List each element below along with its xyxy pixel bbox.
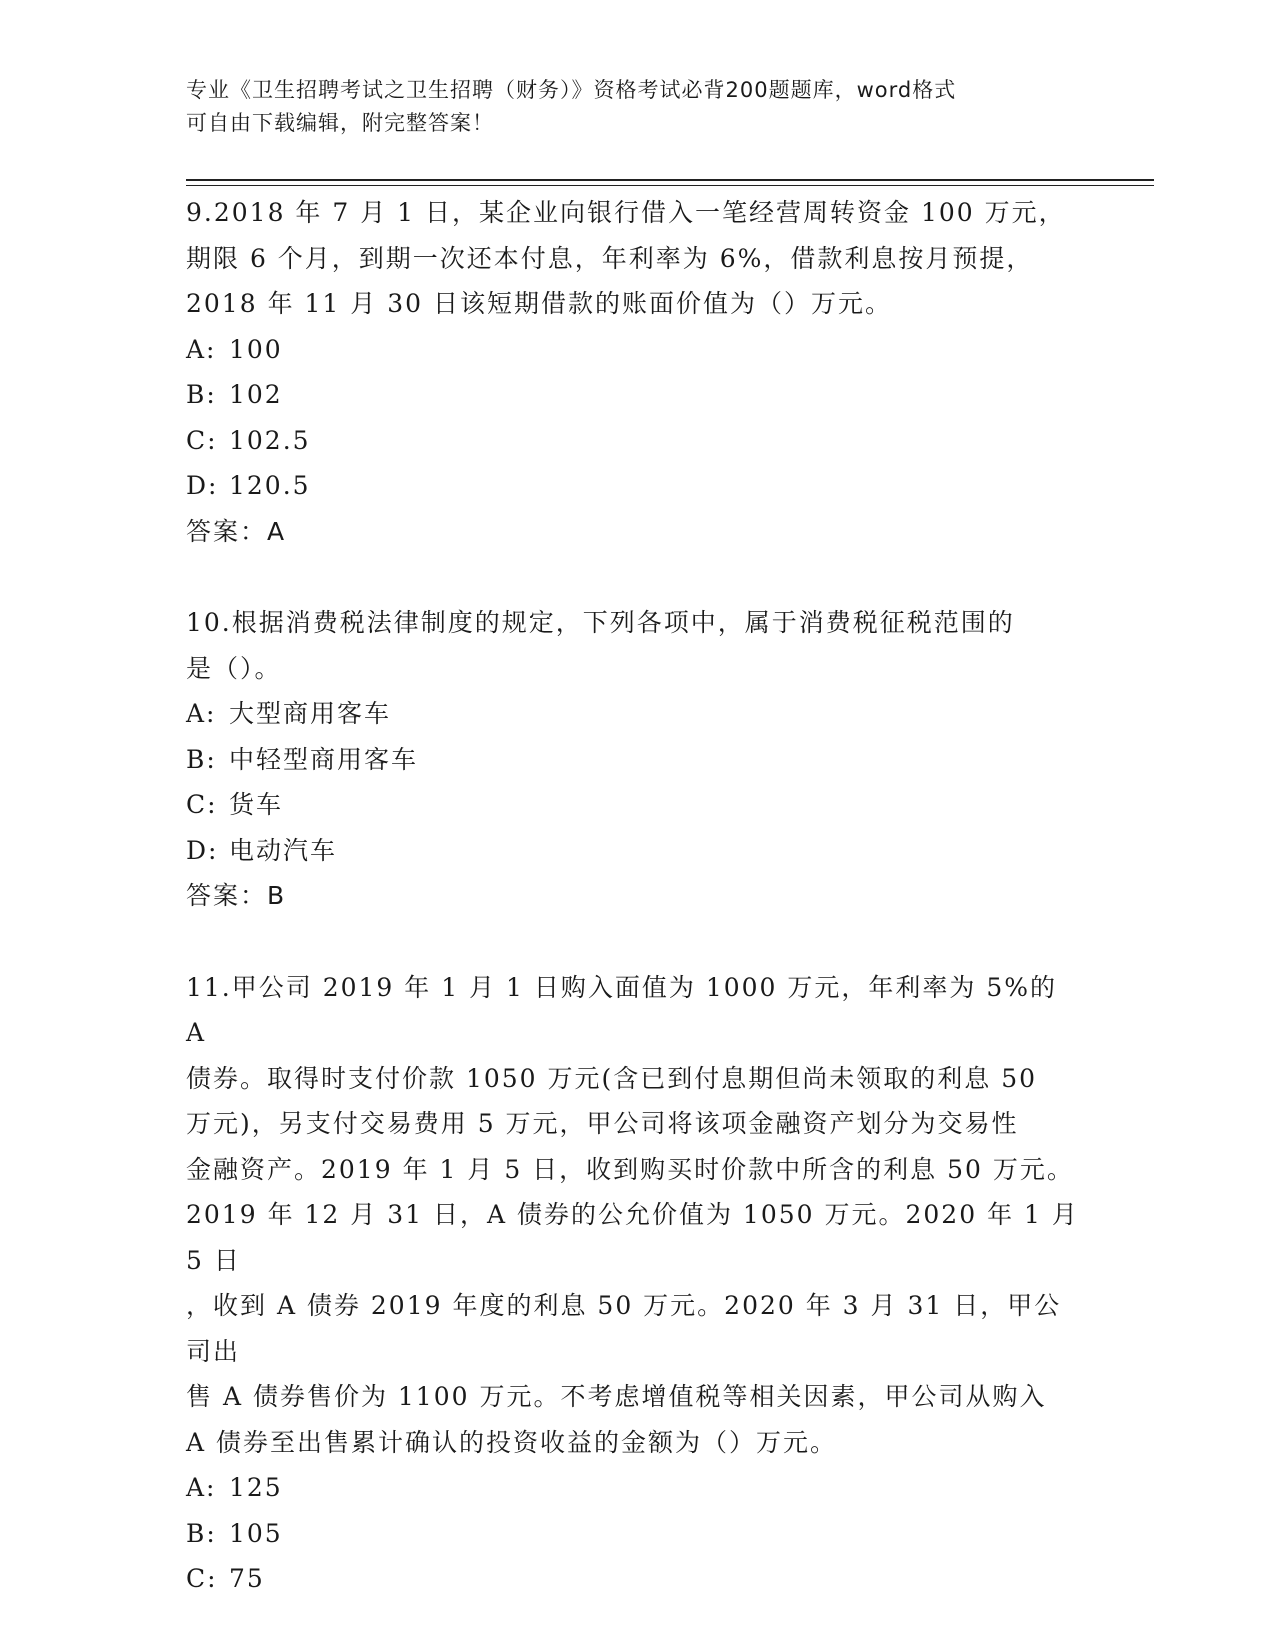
question-line: 9.2018 年 7 月 1 日，某企业向银行借入一笔经营周转资金 100 万元，	[186, 198, 1066, 227]
answer-line: 答案：B	[186, 881, 287, 910]
header-line-2: 可自由下载编辑，附完整答案！	[186, 111, 494, 135]
option-d	[186, 463, 1086, 509]
answer-line: 答案：A	[186, 516, 287, 546]
question-line: ，收到 A 债券 2019 年度的利息 50 万元。2020 年 3 月 31 日，甲公司出	[186, 1291, 1062, 1366]
question-line: 2019 年 12 月 31 日，A 债券的公允价值为 1050 万元。2020 年 1 月 5 日	[186, 1200, 1079, 1275]
option-text: 电动汽车	[229, 835, 338, 865]
option-text: 102	[229, 380, 283, 409]
option-text: 75	[229, 1564, 265, 1593]
option-text: 货车	[229, 790, 284, 819]
option-key: C:	[186, 1564, 218, 1593]
option-text: 102.5	[229, 425, 311, 455]
option-c	[186, 418, 1086, 464]
option-key: C:	[186, 425, 218, 455]
question-item	[186, 190, 1086, 554]
option-key: D:	[186, 471, 219, 500]
question-list	[186, 190, 1086, 1602]
header-line-1: 专业《卫生招聘考试之卫生招聘（财务）》资格考试必背200题题库，word格式	[186, 78, 957, 102]
option-key: A:	[186, 334, 217, 364]
question-line: 2018 年 11 月 30 日该短期借款的账面价值为（）万元。	[186, 289, 892, 318]
option-text: 中轻型商用客车	[229, 744, 419, 774]
option-c	[186, 1556, 1086, 1602]
question-line: 债券。取得时支付价款 1050 万元(含已到付息期但尚未领取的利息 50	[186, 1063, 1038, 1093]
option-text: 100	[229, 334, 283, 364]
header-divider-thin	[186, 185, 1154, 186]
question-line: 期限 6 个月，到期一次还本付息，年利率为 6%，借款利息按月预提，	[186, 243, 1034, 273]
question-line: A 债券至出售累计确认的投资收益的金额为（）万元。	[186, 1427, 838, 1457]
spacer	[186, 919, 1086, 965]
option-a	[186, 327, 1086, 373]
option-key: B:	[186, 744, 217, 774]
question-line: 金融资产。2019 年 1 月 5 日，收到购买时价款中所含的利息 50 万元。	[186, 1154, 1074, 1184]
question-line: 万元)，另支付交易费用 5 万元，甲公司将该项金融资产划分为交易性	[186, 1109, 1019, 1138]
question-line: 是（）。	[186, 653, 282, 683]
option-key: A:	[186, 699, 217, 728]
option-d	[186, 828, 1086, 874]
document-header	[186, 74, 1086, 140]
option-b	[186, 1511, 1086, 1557]
question-line: 11.甲公司 2019 年 1 月 1 日购入面值为 1000 万元，年利率为 5%的 A	[186, 972, 1057, 1047]
question-line: 售 A 债券售价为 1100 万元。不考虑增值税等相关因素，甲公司从购入	[186, 1382, 1047, 1411]
option-text: 125	[229, 1473, 283, 1502]
option-b	[186, 737, 1086, 783]
option-key: C:	[186, 790, 218, 819]
option-a	[186, 1465, 1086, 1511]
header-divider-thick	[186, 179, 1154, 181]
option-key: D:	[186, 835, 219, 865]
spacer	[186, 554, 1086, 600]
option-key: A:	[186, 1473, 217, 1502]
option-c	[186, 782, 1086, 828]
question-item	[186, 965, 1086, 1602]
question-line: 10.根据消费税法律制度的规定，下列各项中，属于消费税征税范围的	[186, 608, 1015, 637]
option-text: 105	[229, 1518, 283, 1548]
question-item	[186, 600, 1086, 919]
option-text: 大型商用客车	[229, 699, 392, 728]
option-key: B:	[186, 1518, 217, 1548]
option-key: B:	[186, 380, 217, 409]
option-b	[186, 372, 1086, 418]
option-a	[186, 691, 1086, 737]
option-text: 120.5	[229, 471, 311, 500]
